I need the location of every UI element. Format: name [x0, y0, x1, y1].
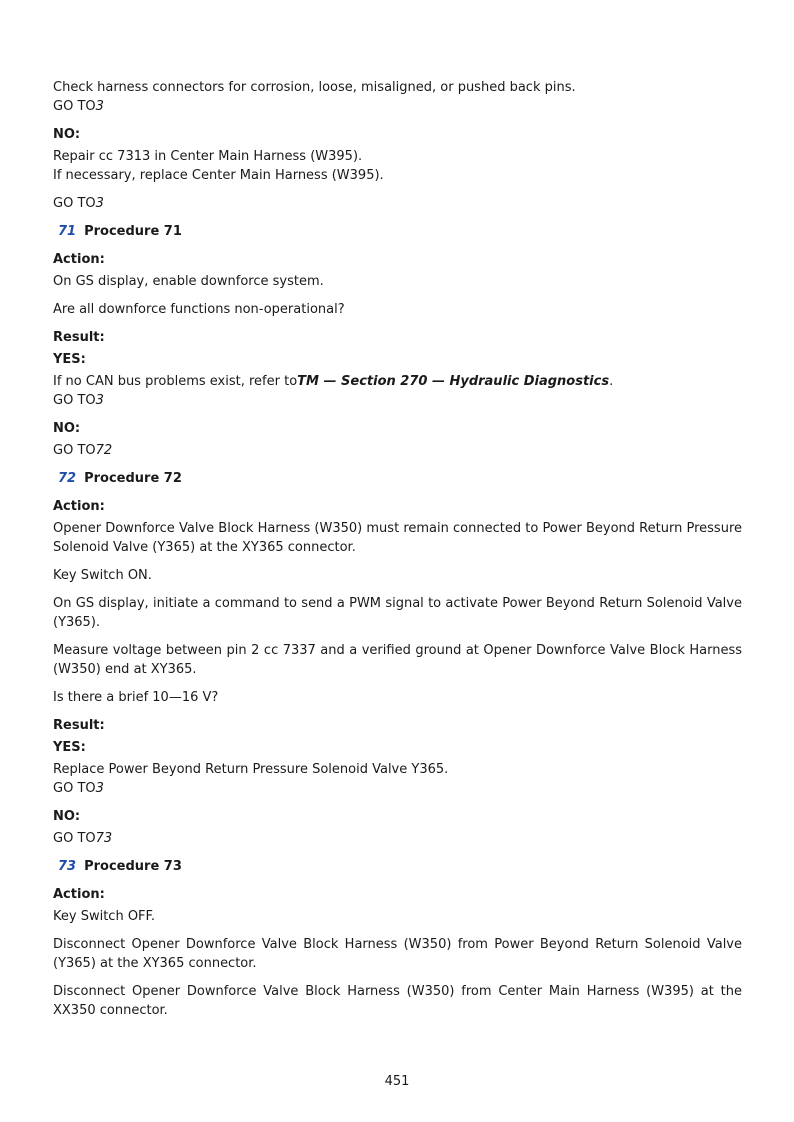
- action-step: On GS display, initiate a command to send a PWM signal to activate Power Beyond Return Solenoid Valve (Y365).: [53, 596, 742, 630]
- goto-line: GO TO3: [53, 99, 104, 114]
- question-text: Is there a brief 10—16 V?: [53, 690, 219, 705]
- connector-check-block: [53, 78, 742, 116]
- goto-line: GO TO72: [53, 443, 113, 458]
- question-text: Are all downforce functions non-operational?: [53, 302, 345, 317]
- repair-text: Repair cc 7313 in Center Main Harness (W395).: [53, 149, 363, 164]
- no-block: [53, 147, 742, 185]
- no-label: NO:: [53, 421, 81, 436]
- action-step: Measure voltage between pin 2 cc 7337 and a verified ground at Opener Downforce Valve Block Harness (W350) end at XY365.: [53, 643, 742, 677]
- goto-link[interactable]: 72: [95, 443, 113, 458]
- action-step: Disconnect Opener Downforce Valve Block Harness (W350) from Center Main Harness (W395) at the XX350 connector.: [53, 984, 742, 1018]
- connector-check-text: Check harness connectors for corrosion, loose, misaligned, or pushed back pins.: [53, 80, 576, 95]
- goto-line: GO TO73: [53, 831, 113, 846]
- tm-reference-link[interactable]: TM — Section 270 — Hydraulic Diagnostics: [297, 374, 610, 389]
- procedure-71-heading: [53, 222, 742, 241]
- procedure-number: 72: [58, 471, 77, 486]
- no-label: NO:: [53, 127, 81, 142]
- action-label: Action:: [53, 887, 105, 902]
- yes-block: [53, 372, 742, 410]
- procedure-title: Procedure 71: [84, 224, 182, 239]
- result-label: Result:: [53, 330, 105, 345]
- procedure-number: 71: [58, 224, 77, 239]
- replace-text: If necessary, replace Center Main Harness (W395).: [53, 168, 384, 183]
- page-number: 451: [384, 1074, 410, 1089]
- goto-link[interactable]: 3: [95, 781, 104, 796]
- goto-link[interactable]: 3: [95, 196, 104, 211]
- action-step: Key Switch OFF.: [53, 909, 156, 924]
- goto-link[interactable]: 73: [95, 831, 113, 846]
- goto-line: GO TO3: [53, 196, 104, 211]
- action-step: Key Switch ON.: [53, 568, 152, 583]
- action-label: Action:: [53, 499, 105, 514]
- yes-text: If no CAN bus problems exist, refer toTM — Section 270 — Hydraulic Diagnostics.: [53, 374, 614, 389]
- result-label: Result:: [53, 718, 105, 733]
- action-step: On GS display, enable downforce system.: [53, 274, 324, 289]
- goto-link[interactable]: 3: [95, 99, 104, 114]
- procedure-number: 73: [58, 859, 77, 874]
- yes-block: [53, 760, 742, 798]
- procedure-title: Procedure 72: [84, 471, 182, 486]
- goto-line: GO TO3: [53, 393, 104, 408]
- procedure-title: Procedure 73: [84, 859, 182, 874]
- procedure-72-heading: [53, 469, 742, 488]
- yes-text: Replace Power Beyond Return Pressure Solenoid Valve Y365.: [53, 762, 449, 777]
- action-step: Disconnect Opener Downforce Valve Block Harness (W350) from Power Beyond Return Solenoid Valve (Y365) at the XY365 connector.: [53, 937, 742, 971]
- goto-line: GO TO3: [53, 781, 104, 796]
- yes-label: YES:: [53, 740, 86, 755]
- procedure-73-heading: [53, 857, 742, 876]
- no-label: NO:: [53, 809, 81, 824]
- action-label: Action:: [53, 252, 105, 267]
- yes-label: YES:: [53, 352, 86, 367]
- action-step: Opener Downforce Valve Block Harness (W350) must remain connected to Power Beyond Return Pressure Solenoid Valve (Y365) at the XY365 connector.: [53, 521, 742, 555]
- document-body: [53, 78, 742, 1029]
- goto-link[interactable]: 3: [95, 393, 104, 408]
